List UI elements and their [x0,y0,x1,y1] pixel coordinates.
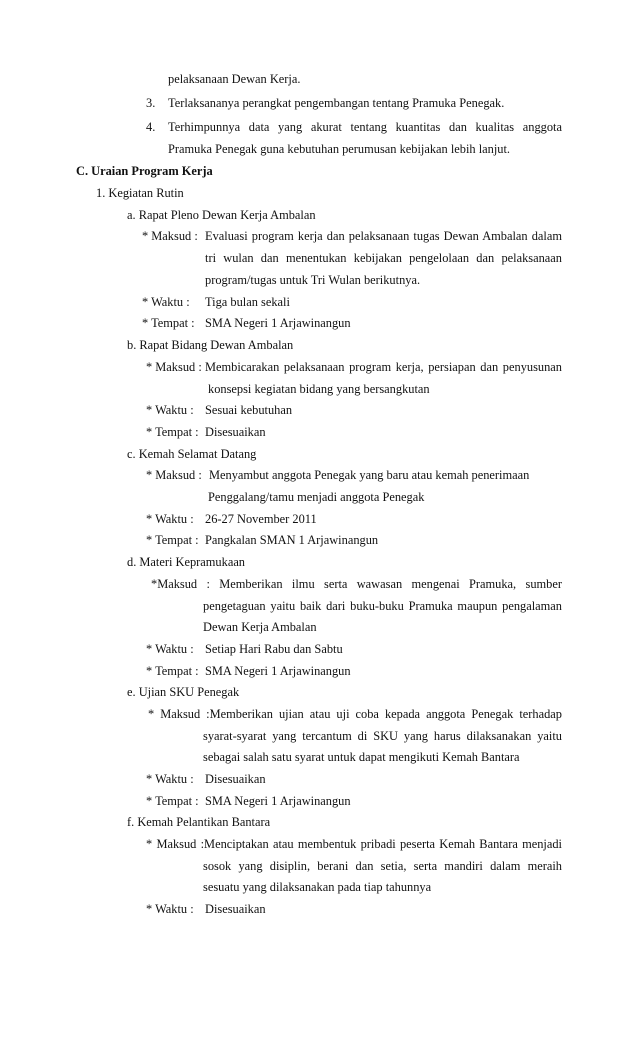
item-d-tempat-label: * Tempat : [146,664,199,678]
item-b-title: b. Rapat Bidang Dewan Ambalan [127,338,294,352]
item-d-waktu-value: Setiap Hari Rabu dan Sabtu [205,642,343,656]
item-e-maksud-line2: syarat-syarat yang tercantum di SKU yang harus dilaksanakan yaitu [203,729,562,743]
item-f-waktu-value: Disesuaikan [205,902,266,916]
item-e-maksud-line1: * Maksud :Memberikan ujian atau uji coba kepada anggota Penegak terhadap [148,707,562,721]
item-b-waktu-value: Sesuai kebutuhan [205,403,293,417]
item-b-maksud-line2: konsepsi kegiatan bidang yang bersangkutan [208,382,430,396]
item-b-tempat-label: * Tempat : [146,425,199,439]
item-a-title: a. Rapat Pleno Dewan Kerja Ambalan [127,208,316,222]
item-a-tempat-label: * Tempat : [142,316,195,330]
item-f-maksud-line3: sesuatu yang dilaksanakan pada tiap tahunnya [203,880,432,894]
item-c-maksud-label: * Maksud : [146,468,202,482]
item-d-maksud-line2: pengetaguan yaitu baik dari buku-buku Pramuka maupun pengalaman [203,599,562,613]
item-c-waktu-label: * Waktu : [146,512,194,526]
item-c-waktu-value: 26-27 November 2011 [205,512,317,526]
item-c-tempat-label: * Tempat : [146,533,199,547]
item-b-maksud-label: * Maksud : [146,360,202,374]
item-a-maksud-line3: program/tugas untuk Tri Wulan berikutnya. [205,273,421,287]
item-e-waktu-value: Disesuaikan [205,772,266,786]
list-number-3: 3. [146,96,156,110]
item-e-waktu-label: * Waktu : [146,772,194,786]
item-f-maksud-line1: * Maksud :Menciptakan atau membentuk pribadi peserta Kemah Bantara menjadi [146,837,562,851]
list-item-4-line2: Pramuka Penegak guna kebutuhan perumusan kebijakan lebih lanjut. [168,142,511,156]
item-c-maksud-line1: Menyambut anggota Penegak yang baru atau kemah penerimaan [209,468,530,482]
item-f-title: f. Kemah Pelantikan Bantara [127,815,271,829]
list-item-4-line1: Terhimpunnya data yang akurat tentang kuantitas dan kualitas anggota [168,120,562,134]
item-d-maksud-line3: Dewan Kerja Ambalan [203,620,317,634]
item-c-title: c. Kemah Selamat Datang [127,447,257,461]
list-number-4: 4. [146,120,156,134]
list-item-3: Terlaksananya perangkat pengembangan tentang Pramuka Penegak. [168,96,505,110]
item-e-tempat-value: SMA Negeri 1 Arjawinangun [205,794,351,808]
item-a-maksud-label: * Maksud : [142,229,198,243]
list-continuation: pelaksanaan Dewan Kerja. [168,72,301,86]
item-f-maksud-line2: sosok yang disiplin, berani dan setia, serta mandiri dalam meraih [203,859,562,873]
item-f-waktu-label: * Waktu : [146,902,194,916]
item-d-tempat-value: SMA Negeri 1 Arjawinangun [205,664,351,678]
item-a-waktu-value: Tiga bulan sekali [205,295,290,309]
item-d-title: d. Materi Kepramukaan [127,555,246,569]
item-d-waktu-label: * Waktu : [146,642,194,656]
subsection-heading: 1. Kegiatan Rutin [96,186,184,200]
item-c-maksud-line2: Penggalang/tamu menjadi anggota Penegak [208,490,425,504]
item-c-tempat-value: Pangkalan SMAN 1 Arjawinangun [205,533,379,547]
item-a-maksud-line2: tri wulan dan menentukan kebijakan pengelolaan dan pelaksanaan [205,251,562,265]
item-d-maksud-line1: *Maksud : Memberikan ilmu serta wawasan mengenai Pramuka, sumber [151,577,562,591]
item-a-waktu-label: * Waktu : [142,295,190,309]
item-a-tempat-value: SMA Negeri 1 Arjawinangun [205,316,351,330]
item-b-tempat-value: Disesuaikan [205,425,266,439]
section-heading: C. Uraian Program Kerja [76,164,213,178]
item-b-waktu-label: * Waktu : [146,403,194,417]
item-e-tempat-label: * Tempat : [146,794,199,808]
item-a-maksud-line1: Evaluasi program kerja dan pelaksanaan tugas Dewan Ambalan dalam [205,229,562,243]
item-e-title: e. Ujian SKU Penegak [127,685,240,699]
item-b-maksud-line1: Membicarakan pelaksanaan program kerja, persiapan dan penyusunan [205,360,562,374]
item-e-maksud-line3: sebagai salah satu syarat untuk dapat mengikuti Kemah Bantara [203,750,520,764]
